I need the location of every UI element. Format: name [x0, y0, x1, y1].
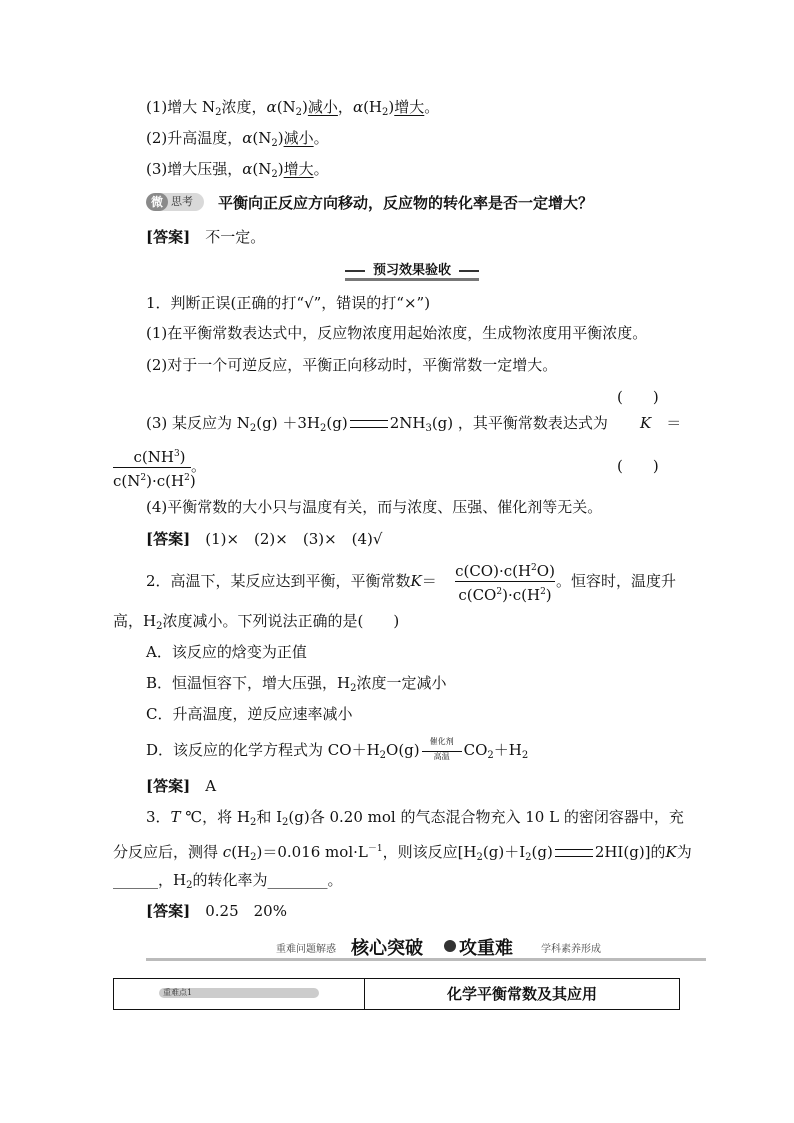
q2-stem-1: 2．高温下，某反应达到平衡，平衡常数K＝ [146, 572, 437, 590]
q1-k-label: K ＝ [640, 414, 682, 432]
q3-line-1: 3．T ℃，将 $H_2$和 $I_2(g)$各 0.20 mol 的气态混合物充入 10 L 的密闭容器中，充 [146, 808, 684, 828]
q1-answer: [答案] (1)× (2)× (3)× (4)√ [146, 530, 383, 548]
equilibrium-arrow-icon [350, 420, 388, 428]
q3-answer: [答案] 0.25 20% [146, 902, 287, 920]
think-badge: 微 思考 [146, 193, 204, 211]
q2-stem-3: 高，$H_2$浓度减小。下列说法正确的是( ) [113, 612, 400, 632]
q1-fraction: $\frac{c(NH^3)}{c(N^2)\cdot c(H^2)}$ [113, 448, 196, 490]
section-title: 预习效果验收 [345, 261, 479, 281]
banner-dot-icon [444, 940, 456, 952]
text-line-3: (3)增大压强，$\alpha(N_2)$增大。 [146, 160, 329, 180]
q3-line-2: 分反应后，测得 $c(H_2)=0.016$ $mol\cdot L^{-1}$，则该反应[$H_2(g)+I_2(g)$ 2HI(g)]的K为 [113, 843, 692, 863]
q1-paren-3: ( ) [617, 457, 659, 475]
text-line-1: (1)增大 $N_2$浓度，$\alpha(N_2)$减小，$\alpha(H_2)$增大。 [146, 98, 440, 118]
topic-label: 重难点1 [159, 988, 319, 998]
topic-table [113, 978, 680, 1010]
q1-paren-2: ( ) [617, 388, 659, 406]
section-banner: 重难问题解惑 核心突破 攻重难 学科素养形成 [146, 936, 706, 962]
q1-stem: 1．判断正误(正确的打“√”，错误的打“×”) [146, 294, 431, 312]
q3-line-3: ______，$H_2$的转化率为________。 [113, 871, 343, 891]
q2-option-b: B．恒温恒容下，增大压强，$H_2$浓度一定减小 [146, 674, 447, 694]
q2-option-c: C．升高温度，逆反应速率减小 [146, 705, 353, 723]
topic-title: 化学平衡常数及其应用 [446, 985, 597, 1003]
q1-statement-4: (4)平衡常数的大小只与温度有关，而与浓度、压强、催化剂等无关。 [146, 498, 603, 516]
think-answer: [答案] 不一定。 [146, 228, 266, 246]
q1-statement-1: (1)在平衡常数表达式中，反应物浓度用起始浓度，生成物浓度用平衡浓度。 [146, 324, 648, 342]
q1-fraction-end: 。 [191, 457, 207, 475]
text-line-2: (2)升高温度，$\alpha(N_2)$减小。 [146, 129, 329, 149]
q2-fraction: $\frac{c(CO)\cdot c(H^2O)}{c(CO^2)\cdot c(H^2)}$ [455, 562, 555, 604]
q1-statement-3: (3) 某反应为 $N_2(g) +3H_2(g)$ $2NH_3(g)$ ，其平衡常数表达式为 [146, 414, 608, 434]
catalyst-arrow-icon: 催化剂 高温 [420, 740, 464, 762]
equilibrium-arrow-icon [555, 849, 593, 857]
q2-option-d: D．该反应的化学方程式为 $CO+H_2O(g)$ 催化剂 高温 $CO_2+H_2$ [146, 737, 529, 761]
q2-answer: [答案] A [146, 777, 217, 795]
q2-option-a: A．该反应的焓变为正值 [146, 643, 307, 661]
think-question: 平衡向正反应方向移动，反应物的转化率是否一定增大？ [218, 194, 594, 212]
q2-stem-2: 。恒容时，温度升 [556, 572, 677, 590]
q1-statement-2: (2)对于一个可逆反应，平衡正向移动时，平衡常数一定增大。 [146, 356, 558, 374]
